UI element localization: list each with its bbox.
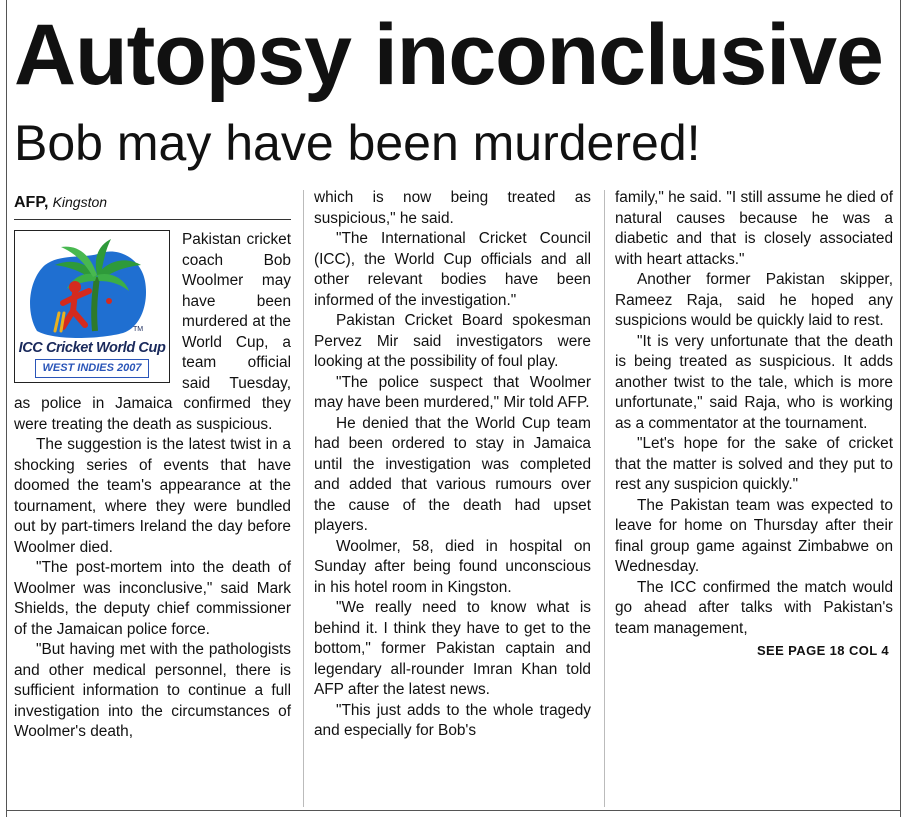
article-paragraph: The suggestion is the latest twist in a shocking series of events that have doomed the team's appearance at the tournament, where they were bundled out by part-timers Ireland the day before Woolmer died. bbox=[14, 436, 291, 556]
article-paragraph: Pakistan cricket coach Bob Woolmer may have been murdered at the World Cup, a team official said Tuesday, as police in Jamaica confirmed they were treating the death as suspicious. bbox=[14, 231, 291, 433]
continued-jump-line: SEE PAGE 18 COL 4 bbox=[756, 643, 889, 658]
article-paragraph: The Pakistan team was expected to leave for home on Thursday after their final group game against Zimbabwe on Wednesday. bbox=[615, 496, 893, 575]
article-paragraph: "The police suspect that Woolmer may have been murdered," Mir told AFP. bbox=[314, 373, 591, 411]
article-paragraph: "Let's hope for the sake of cricket that the matter is solved and they put to rest any suspicion quickly." bbox=[615, 435, 893, 493]
world-cup-logo bbox=[14, 230, 170, 383]
article-paragraph: "The International Cricket Council (ICC), the World Cup officials and all other relevant bodies have been informed of the investigation." bbox=[314, 230, 591, 309]
article-paragraph: Woolmer, 58, died in hospital on Sunday after being found unconscious in his hotel room in Kingston. bbox=[314, 537, 591, 596]
article-paragraph: Another former Pakistan skipper, Rameez Raja, said he hoped any suspicions would be quickly laid to rest. bbox=[615, 271, 893, 329]
article-paragraph: He denied that the World Cup team had been ordered to stay in Jamaica until the investigation was completed and added that various rumours over the cause of the death had upset players. bbox=[314, 414, 591, 534]
article-paragraph: "It is very unfortunate that the death is being treated as suspicious. It adds another twist to the tale, which is more unfortunate," said Raja, who is working as a commentator at the tournament. bbox=[615, 332, 893, 432]
article-column-2 bbox=[314, 188, 591, 742]
article-paragraph: "The post-mortem into the death of Woolmer was inconclusive," said Mark Shields, the deputy chief commissioner of the Jamaican police force. bbox=[14, 559, 291, 638]
logo-subtitle: WEST INDIES 2007 bbox=[35, 359, 149, 378]
article-column-3 bbox=[615, 188, 893, 661]
article-paragraph: which is now being treated as suspicious," he said. bbox=[314, 189, 591, 227]
column-divider bbox=[604, 190, 605, 807]
palm-tree-cricketer-icon bbox=[15, 231, 170, 339]
bottom-rule bbox=[6, 810, 901, 811]
article-paragraph: family," he said. "I still assume he died of natural causes because he was a diabetic and that is closely associated with heart attacks." bbox=[615, 189, 893, 268]
logo-title: ICC Cricket World Cup bbox=[18, 340, 166, 356]
article-paragraph: The ICC confirmed the match would go ahead after talks with Pakistan's team management, bbox=[615, 578, 893, 637]
article-column-1 bbox=[14, 188, 291, 743]
byline-agency: AFP, bbox=[14, 194, 49, 211]
column-divider bbox=[303, 190, 304, 807]
byline-dateline: Kingston bbox=[52, 194, 108, 210]
article-paragraph: "This just adds to the whole tragedy and especially for Bob's bbox=[314, 701, 591, 739]
headline: Autopsy inconclusive bbox=[14, 7, 883, 103]
article-paragraph: "We really need to know what is behind it. I think they have to get to the bottom," former Pakistan captain and legendary all-rounder Imran Khan told AFP after the latest news. bbox=[314, 599, 591, 698]
article-paragraph: Pakistan Cricket Board spokesman Pervez Mir said investigators were looking at the possibility of foul play. bbox=[314, 312, 591, 370]
right-frame-line bbox=[900, 0, 901, 817]
byline bbox=[14, 188, 291, 220]
left-frame-line bbox=[6, 0, 7, 817]
trademark-mark: TM bbox=[133, 326, 144, 333]
article-paragraph: "But having met with the pathologists and other medical personnel, there is sufficient information to continue a full investigation into the circumstances of Woolmer's death, bbox=[14, 641, 291, 740]
subhead: Bob may have been murdered! bbox=[14, 115, 701, 171]
